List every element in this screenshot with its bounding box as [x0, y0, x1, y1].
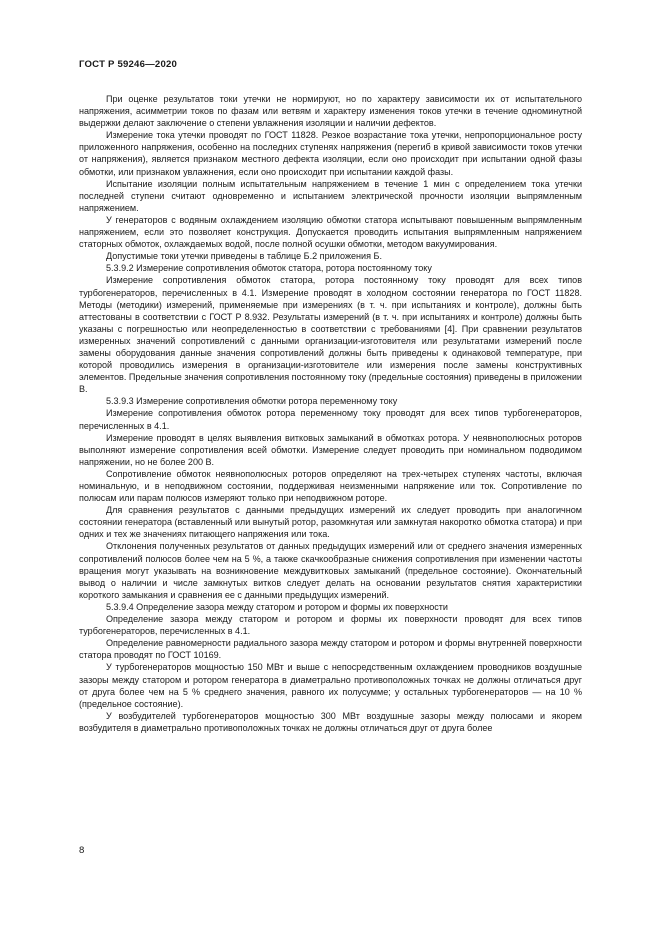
document-body [79, 93, 582, 734]
section-heading: 5.3.9.4 Определение зазора между статором и ротором и формы их поверхности [106, 601, 448, 612]
paragraph: Испытание изоляции полным испытательным напряжением в течение 1 мин с определением тока утечки последней ступени считают одновременно и испытанием электрической прочности изоляции выпрямленным напряжением. [79, 178, 582, 213]
paragraph: Допустимые токи утечки приведены в таблице Б.2 приложения Б. [106, 251, 382, 262]
paragraph: Отклонения полученных результатов от данных предыдущих измерений или от среднего значения измеренных сопротивлений полюсов более чем на 5 %, а также скачкообразные снижения сопротивления при изменении частоты вращения могут указывать на возникновение междувитковых замыканий (предельное состояние). Окончательный вывод о наличии и числе замкнутых витков следует делать на основании результатов снятия характеристики короткого замыкания и сравнения ее с данными предыдущих измерений. [79, 541, 582, 600]
paragraph: У генераторов с водяным охлаждением изоляцию обмотки статора испытывают повышенным выпрямленным напряжением, если это позволяет конструкция. Допускается проводить испытания выпрямленным напряжением статорных обмоток, охлаждаемых водой, после полной осушки обмотки, методом вакуумирования. [79, 214, 582, 250]
section-heading: 5.3.9.3 Измерение сопротивления обмотки ротора переменному току [106, 396, 398, 407]
paragraph: Измерение сопротивления обмоток статора, ротора постоянному току проводят для всех типов турбогенераторов, перечисленных в 4.1. Измерение проводят в холодном состоянии генератора по ГОСТ 11828. Методы (методики) измерений, применяемые при измерениях (в т. ч. при испытаниях и контроле), должны быть аттестованы в соответствии с ГОСТ Р 8.932. Результаты измерений (в т. ч. при испытаниях и контроле) должны быть указаны с погрешностью или неопределенностью в соответствии с требованиями [4]. При сравнении результатов измеренных значений сопротивлений с данными организации-изготовителя или результатами измерений после замены оборудования данные значения сопротивлений должны быть приведены к одинаковой температуре, при которой проводились измерения в организации-изготовителе или измерения после замены конструктивных элементов. Предельные значения сопротивления постоянному току (предельные состояния) приведены в приложении В. [79, 275, 582, 395]
document-header: ГОСТ Р 59246—2020 [79, 59, 178, 70]
paragraph: У турбогенераторов мощностью 150 МВт и выше с непосредственным охлаждением проводников воздушные зазоры между статором и ротором генератора в диаметрально противоположных точках не должны отличаться друг от друга более чем на 5 % среднего значения, равного их полусумме; у остальных турбогенераторов — на 10 % (предельное состояние). [79, 662, 582, 709]
paragraph: У возбудителей турбогенераторов мощностью 300 МВт воздушные зазоры между полюсами и якорем возбудителя в диаметрально противоположных точках не должны отличаться друг от друга более [79, 710, 582, 733]
paragraph: Определение равномерности радиального зазора между статором и ротором и формы внутренней поверхности статора проводят по ГОСТ 10169. [79, 638, 582, 661]
paragraph: Для сравнения результатов с данными предыдущих измерений их следует проводить при аналогичном состоянии генератора (вставленный или вынутый ротор, разомкнутая или замкнутая накоротко обмотка статора) и при одних и тех же значениях питающего напряжения или тока. [79, 505, 582, 540]
paragraph: При оценке результатов токи утечки не нормируют, но по характеру зависимости их от испытательного напряжения, асимметрии токов по фазам или ветвям и характеру изменения токов утечки в течение одноминутной выдержки делают заключение о степени увлажнения изоляции и наличии дефектов. [79, 94, 582, 129]
section-heading: 5.3.9.2 Измерение сопротивления обмоток статора, ротора постоянному току [106, 263, 432, 274]
paragraph: Измерение тока утечки проводят по ГОСТ 11828. Резкое возрастание тока утечки, непропорциональное росту приложенного напряжения, особенно на последних ступенях напряжения (перегиб в кривой зависимости токов утечки от напряжения), является признаком местного дефекта изоляции, если оно происходит при испытании одной фазы обмотки, или признаком увлажнения, если оно происходит при испытании каждой фазы. [79, 130, 582, 177]
paragraph: Измерение сопротивления обмоток ротора переменному току проводят для всех типов турбогенераторов, перечисленных в 4.1. [79, 408, 582, 431]
paragraph: Сопротивление обмоток неявнополюсных роторов определяют на трех-четырех ступенях частоты, включая номинальную, и в неподвижном состоянии, поддерживая неизменными напряжение или ток. Сопротивление по полюсам или парам полюсов измеряют только при неподвижном роторе. [79, 468, 582, 504]
paragraph: Измерение проводят в целях выявления витковых замыканий в обмотках ротора. У неявнополюсных роторов выполняют измерение сопротивления всей обмотки. Измерение следует проводить при номинальном подводимом напряжении, но не более 200 В. [79, 432, 582, 467]
page-number: 8 [79, 845, 85, 856]
paragraph: Определение зазора между статором и ротором и формы их поверхности проводят для всех типов турбогенераторов, перечисленных в 4.1. [79, 614, 582, 637]
